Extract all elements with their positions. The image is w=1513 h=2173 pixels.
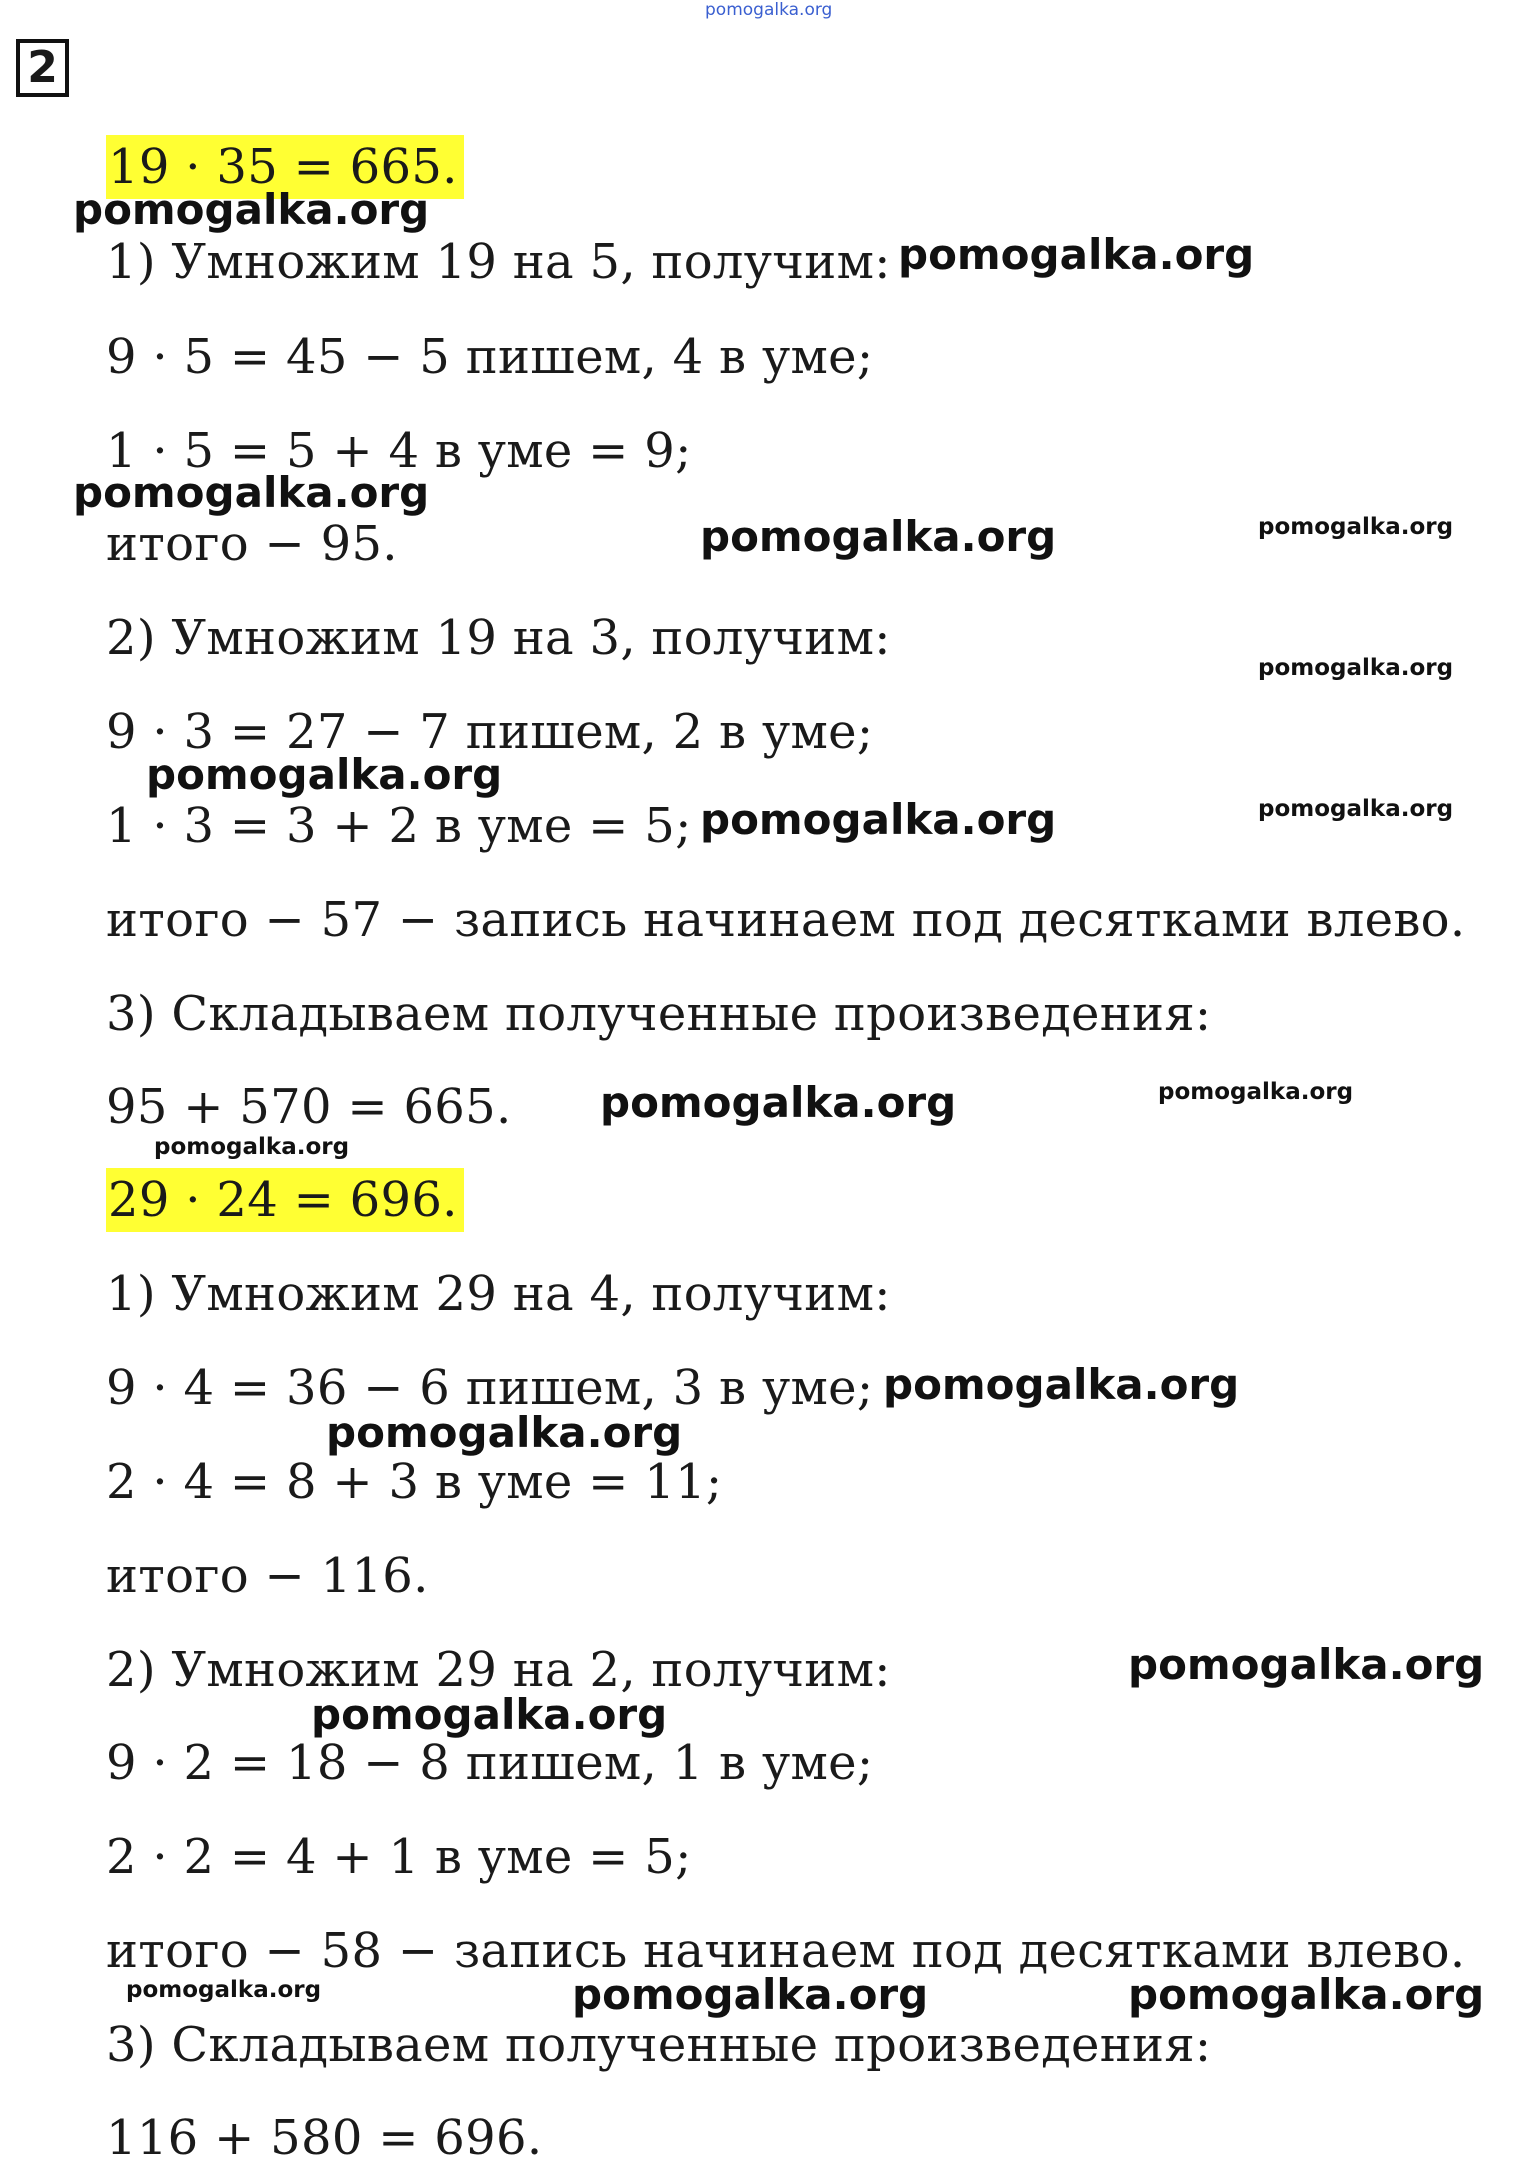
watermark: pomogalka.org bbox=[311, 1690, 668, 1739]
solution1-line: 2) Умножим 19 на 3, получим: bbox=[106, 610, 891, 666]
solution2-heading: 29 · 24 = 696. bbox=[106, 1168, 464, 1232]
watermark: pomogalka.org bbox=[1158, 1079, 1354, 1105]
watermark: pomogalka.org bbox=[600, 1078, 957, 1127]
solution1-heading: 19 · 35 = 665. bbox=[106, 135, 464, 199]
watermark: pomogalka.org bbox=[326, 1408, 683, 1457]
watermark: pomogalka.org bbox=[73, 468, 430, 517]
watermark: pomogalka.org bbox=[1258, 514, 1454, 540]
watermark: pomogalka.org bbox=[898, 230, 1255, 279]
watermark: pomogalka.org bbox=[1258, 655, 1454, 681]
watermark: pomogalka.org bbox=[700, 795, 1057, 844]
watermark: pomogalka.org bbox=[700, 512, 1057, 561]
watermark: pomogalka.org bbox=[705, 0, 833, 20]
solution1-line: 3) Складываем полученные произведения: bbox=[106, 986, 1212, 1042]
watermark: pomogalka.org bbox=[883, 1360, 1240, 1409]
solution1-line: 9 · 5 = 45 − 5 пишем, 4 в уме; bbox=[106, 329, 874, 385]
solution2-line: 9 · 4 = 36 − 6 пишем, 3 в уме; bbox=[106, 1360, 874, 1416]
solution2-line: итого − 58 − запись начинаем под десятками влево. bbox=[106, 1923, 1466, 1979]
solution2-line: 2 · 4 = 8 + 3 в уме = 11; bbox=[106, 1454, 723, 1510]
solution1-line: 95 + 570 = 665. bbox=[106, 1079, 512, 1135]
solution1-line: итого − 95. bbox=[106, 516, 398, 572]
watermark: pomogalka.org bbox=[1128, 1970, 1485, 2019]
solution2-line: 9 · 2 = 18 − 8 пишем, 1 в уме; bbox=[106, 1735, 874, 1791]
solution2-line: 2) Умножим 29 на 2, получим: bbox=[106, 1642, 891, 1698]
watermark: pomogalka.org bbox=[146, 750, 503, 799]
solution1-line: 1 · 3 = 3 + 2 в уме = 5; bbox=[106, 798, 692, 854]
solution1-line: 1 · 5 = 5 + 4 в уме = 9; bbox=[106, 423, 692, 479]
watermark: pomogalka.org bbox=[126, 1977, 322, 2003]
solution2-line: итого − 116. bbox=[106, 1548, 429, 1604]
watermark: pomogalka.org bbox=[1258, 796, 1454, 822]
watermark: pomogalka.org bbox=[572, 1970, 929, 2019]
task-number-box: 2 bbox=[16, 39, 69, 97]
watermark: pomogalka.org bbox=[1128, 1640, 1485, 1689]
solution1-line: 9 · 3 = 27 − 7 пишем, 2 в уме; bbox=[106, 704, 874, 760]
solution2-line: 2 · 2 = 4 + 1 в уме = 5; bbox=[106, 1829, 692, 1885]
solution2-line: 1) Умножим 29 на 4, получим: bbox=[106, 1266, 891, 1322]
watermark: pomogalka.org bbox=[154, 1134, 350, 1160]
watermark: pomogalka.org bbox=[73, 185, 430, 234]
solution1-line: 1) Умножим 19 на 5, получим: bbox=[106, 234, 891, 290]
solution2-line: 116 + 580 = 696. bbox=[106, 2110, 543, 2166]
solution1-line: итого − 57 − запись начинаем под десятками влево. bbox=[106, 892, 1466, 948]
solution2-line: 3) Складываем полученные произведения: bbox=[106, 2017, 1212, 2073]
